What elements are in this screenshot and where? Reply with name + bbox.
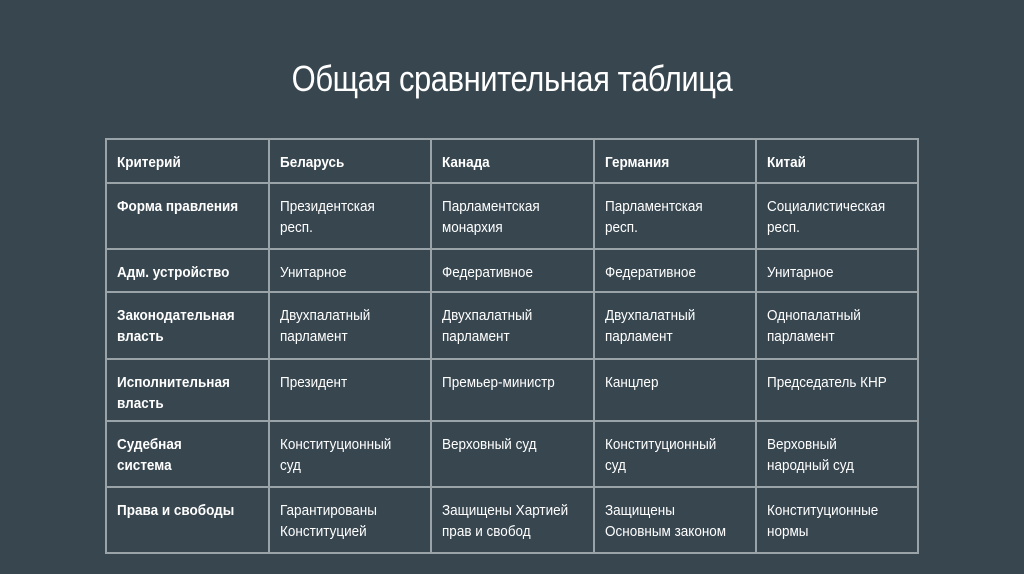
cell-line: Президентская — [280, 198, 376, 215]
table-cell — [594, 249, 756, 292]
criterion-text — [117, 372, 230, 414]
cell-line: Защищены — [604, 502, 675, 519]
table-cell — [756, 487, 918, 553]
cell-line: Верховный суд — [442, 436, 537, 453]
cell-line: Защищены Хартией — [442, 502, 569, 519]
table-cell — [594, 359, 756, 421]
table-cell — [269, 183, 431, 249]
cell-text — [442, 262, 533, 283]
cell-line: Двухпалатный — [442, 307, 533, 324]
table-cell — [431, 292, 593, 359]
table-cell — [269, 292, 431, 359]
criterion-text — [117, 500, 234, 521]
cell-line: Президент — [280, 374, 348, 391]
cell-line: парламент — [280, 328, 348, 345]
criterion-cell — [106, 487, 269, 553]
table-row — [106, 249, 918, 292]
table-cell — [431, 249, 593, 292]
table-cell — [756, 249, 918, 292]
table-cell — [431, 421, 593, 487]
cell-line: суд — [280, 457, 302, 474]
cell-text — [605, 196, 703, 238]
table-row — [106, 487, 918, 553]
cell-line: парламент — [766, 328, 835, 345]
cell-line: Унитарное — [280, 264, 347, 281]
cell-line: Конституцией — [280, 523, 368, 540]
table-row — [106, 421, 918, 487]
cell-text — [767, 434, 854, 476]
criterion-cell — [106, 292, 269, 359]
criterion-line: Законодательная — [117, 307, 235, 324]
table-cell — [756, 421, 918, 487]
table-row — [106, 359, 918, 421]
cell-text — [442, 434, 537, 455]
cell-line: Верховный — [766, 436, 837, 453]
cell-line: Основным законом — [604, 523, 726, 540]
cell-text — [767, 500, 878, 542]
cell-line: прав и свобод — [442, 523, 532, 540]
cell-line: респ. — [604, 219, 638, 236]
criterion-line: власть — [117, 395, 164, 412]
cell-text — [767, 372, 887, 393]
criterion-line: Права и свободы — [117, 502, 235, 519]
header-text: Китай — [766, 154, 806, 171]
cell-line: респ. — [280, 219, 314, 236]
criterion-cell — [106, 359, 269, 421]
criterion-line: Адм. устройство — [117, 264, 230, 281]
cell-line: Гарантированы — [280, 502, 378, 519]
cell-text — [442, 500, 568, 542]
cell-line: Конституционный — [280, 436, 392, 453]
table-cell — [269, 421, 431, 487]
table-cell — [594, 487, 756, 553]
cell-text — [280, 434, 391, 476]
criterion-text — [117, 196, 238, 217]
criterion-cell — [106, 421, 269, 487]
table-row — [106, 183, 918, 249]
cell-text — [442, 305, 532, 347]
cell-text — [605, 434, 716, 476]
criterion-text — [117, 434, 182, 476]
cell-text — [767, 305, 861, 347]
cell-line: Конституционный — [604, 436, 716, 453]
cell-line: Двухпалатный — [280, 307, 371, 324]
criterion-line: система — [117, 457, 172, 474]
header-text: Германия — [604, 154, 669, 171]
comparison-table — [105, 138, 919, 554]
cell-text — [605, 262, 696, 283]
table-cell — [756, 292, 918, 359]
table-cell — [431, 487, 593, 553]
table-header-row — [106, 139, 918, 183]
cell-line: парламент — [442, 328, 511, 345]
cell-line: монархия — [442, 219, 504, 236]
cell-text — [442, 196, 540, 238]
cell-line: Председатель КНР — [766, 374, 887, 391]
cell-line: Двухпалатный — [604, 307, 695, 324]
table-cell — [431, 183, 593, 249]
cell-line: Премьер-министр — [442, 374, 556, 391]
cell-line: респ. — [766, 219, 800, 236]
criterion-cell — [106, 249, 269, 292]
header-text: Канада — [442, 154, 491, 171]
header-cell — [594, 139, 756, 183]
criterion-text — [117, 262, 229, 283]
cell-text — [767, 196, 885, 238]
table-cell — [269, 249, 431, 292]
criterion-line: Исполнительная — [117, 374, 230, 391]
cell-text — [280, 262, 346, 283]
cell-text — [442, 372, 555, 393]
criterion-line: Судебная — [117, 436, 182, 453]
cell-line: нормы — [766, 523, 809, 540]
cell-line: парламент — [604, 328, 673, 345]
cell-line: народный суд — [766, 457, 854, 474]
header-cell — [756, 139, 918, 183]
criterion-cell — [106, 183, 269, 249]
header-cell — [269, 139, 431, 183]
cell-line: Однопалатный — [766, 307, 861, 324]
cell-text — [767, 262, 833, 283]
cell-line: Канцлер — [604, 374, 659, 391]
cell-text — [280, 196, 375, 238]
cell-line: Унитарное — [766, 264, 834, 281]
header-text: Критерий — [117, 154, 181, 171]
criterion-line: Форма правления — [117, 198, 239, 215]
cell-line: суд — [604, 457, 626, 474]
table-cell — [269, 487, 431, 553]
cell-text — [280, 372, 347, 393]
cell-text — [605, 305, 695, 347]
cell-text — [605, 500, 726, 542]
cell-line: Федеративное — [604, 264, 696, 281]
header-cell — [431, 139, 593, 183]
table-cell — [269, 359, 431, 421]
table-cell — [594, 183, 756, 249]
criterion-line: власть — [117, 328, 164, 345]
cell-text — [605, 372, 658, 393]
table-cell — [756, 183, 918, 249]
cell-line: Федеративное — [442, 264, 534, 281]
table-cell — [594, 292, 756, 359]
cell-text — [280, 305, 370, 347]
page-title: Общая сравнительная таблица — [291, 58, 733, 99]
header-cell — [106, 139, 269, 183]
cell-line: Парламентская — [604, 198, 703, 215]
table-cell — [756, 359, 918, 421]
cell-line: Парламентская — [442, 198, 541, 215]
cell-text — [280, 500, 377, 542]
table-cell — [594, 421, 756, 487]
header-text: Беларусь — [280, 154, 345, 171]
table-row — [106, 292, 918, 359]
criterion-text — [117, 305, 235, 347]
cell-line: Социалистическая — [766, 198, 886, 215]
table-cell — [431, 359, 593, 421]
cell-line: Конституционные — [766, 502, 879, 519]
